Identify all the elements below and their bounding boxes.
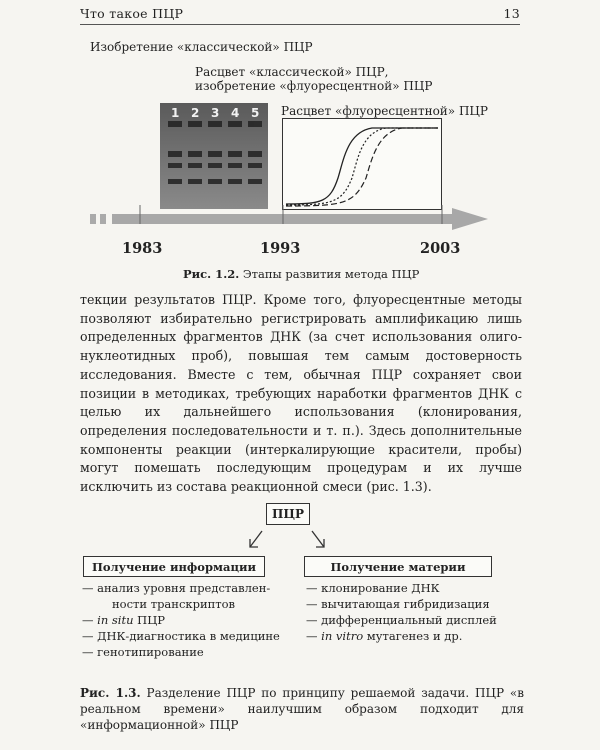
gel-lane-number: 2 [191,106,200,120]
list-item-text: генотипирование [97,645,204,659]
arrow-left-icon [250,531,262,547]
list-item-dash: — [82,613,98,627]
year-1993: 1993 [260,240,301,257]
label-classic-bloom-line2: изобретение «флуоресцентной» ПЦР [195,79,433,93]
list-item-dash: — [306,629,322,643]
list-item [82,644,287,660]
list-item [306,580,506,596]
body-paragraph: текции результатов ПЦР. Кроме того, флуоресцентные методы позволяют избирательно регистрировать амплификацию лишь определенных фрагментов ДНК (за счет использования олиго-нуклеотидных проб), повышая тем самым достоверность исследования. Вместе с тем, обычная ПЦР сохраняет свои позиции в методиках, требующих наработки фрагментов ДНК с целью их дальнейшего использования (клонирования, определения последовательности и т. п.). Здесь дополнительные компоненты реакции (интеркалирующие красители, пробы) могут помешать последующим процедурам и их лучше исключить из состава реакционной смеси (рис. 1.3). [80,292,522,495]
figure-1-2-caption-text: Этапы развития метода ПЦР [239,267,420,281]
list-item-text: ности транскриптов [112,597,236,611]
figure-1-3-caption [80,685,524,733]
gel-lane-number: 3 [211,106,220,120]
material-column-header: Получение материи [304,556,492,577]
figure-1-3-caption-text: Разделение ПЦР по принципу решаемой задачи. ПЦР «в реальном времени» наилучшим образом подходит для «информационной» ПЦР [80,686,524,732]
list-item [82,596,287,612]
list-item-text: анализ уровня представлен- [97,581,271,595]
list-item [306,596,506,612]
list-item-dash: — [82,581,98,595]
pcr-root-box: ПЦР [266,503,310,525]
figure-1-3-caption-number: Рис. 1.3. [80,686,141,700]
list-item-dash: — [306,581,322,595]
list-item-dash: — [306,597,322,611]
list-item-text: дифференциальный дисплей [321,613,497,627]
list-item-text: ДНК-диагностика в медицине [97,629,280,643]
list-item-text: вычитающая гибридизация [321,597,490,611]
label-classic-bloom-line1: Расцвет «классической» ПЦР, [195,65,389,79]
chapter-title: Что такое ПЦР [80,6,184,21]
gel-lane-number: 4 [231,106,240,120]
amplification-curves-chart [282,118,442,210]
list-item [82,628,287,644]
info-column-header: Получение информации [83,556,265,577]
list-item-dash: — [82,629,98,643]
year-2003: 2003 [420,240,461,257]
list-item [82,612,287,628]
arrow-right-icon [312,531,324,547]
list-item-dash: — [306,613,322,627]
gel-lane-number: 1 [171,106,180,120]
list-item-text: ПЦР [133,613,165,627]
timeline-arrow [90,205,490,233]
label-fluor-bloom: Расцвет «флуоресцентной» ПЦР [281,104,488,118]
list-item-text: мутагенез и др. [363,629,463,643]
list-item-italic-term: in vitro [321,629,364,643]
running-head [80,6,520,25]
list-item [306,628,506,644]
figure-1-2-caption-number: Рис. 1.2. [183,267,240,281]
label-classic-invention: Изобретение «классической» ПЦР [90,40,313,54]
list-item-text: клонирование ДНК [321,581,440,595]
split-arrows [240,525,340,555]
gel-lane-number: 5 [251,106,260,120]
page-number: 13 [503,6,520,21]
info-applications-list [82,580,287,660]
list-item [82,580,287,596]
material-applications-list [306,580,506,644]
year-1983: 1983 [122,240,163,257]
list-item-dash: — [82,645,98,659]
list-item-italic-term: in situ [97,613,134,627]
figure-1-2-caption [183,267,419,281]
gel-electrophoresis-image [160,103,268,209]
list-item [306,612,506,628]
